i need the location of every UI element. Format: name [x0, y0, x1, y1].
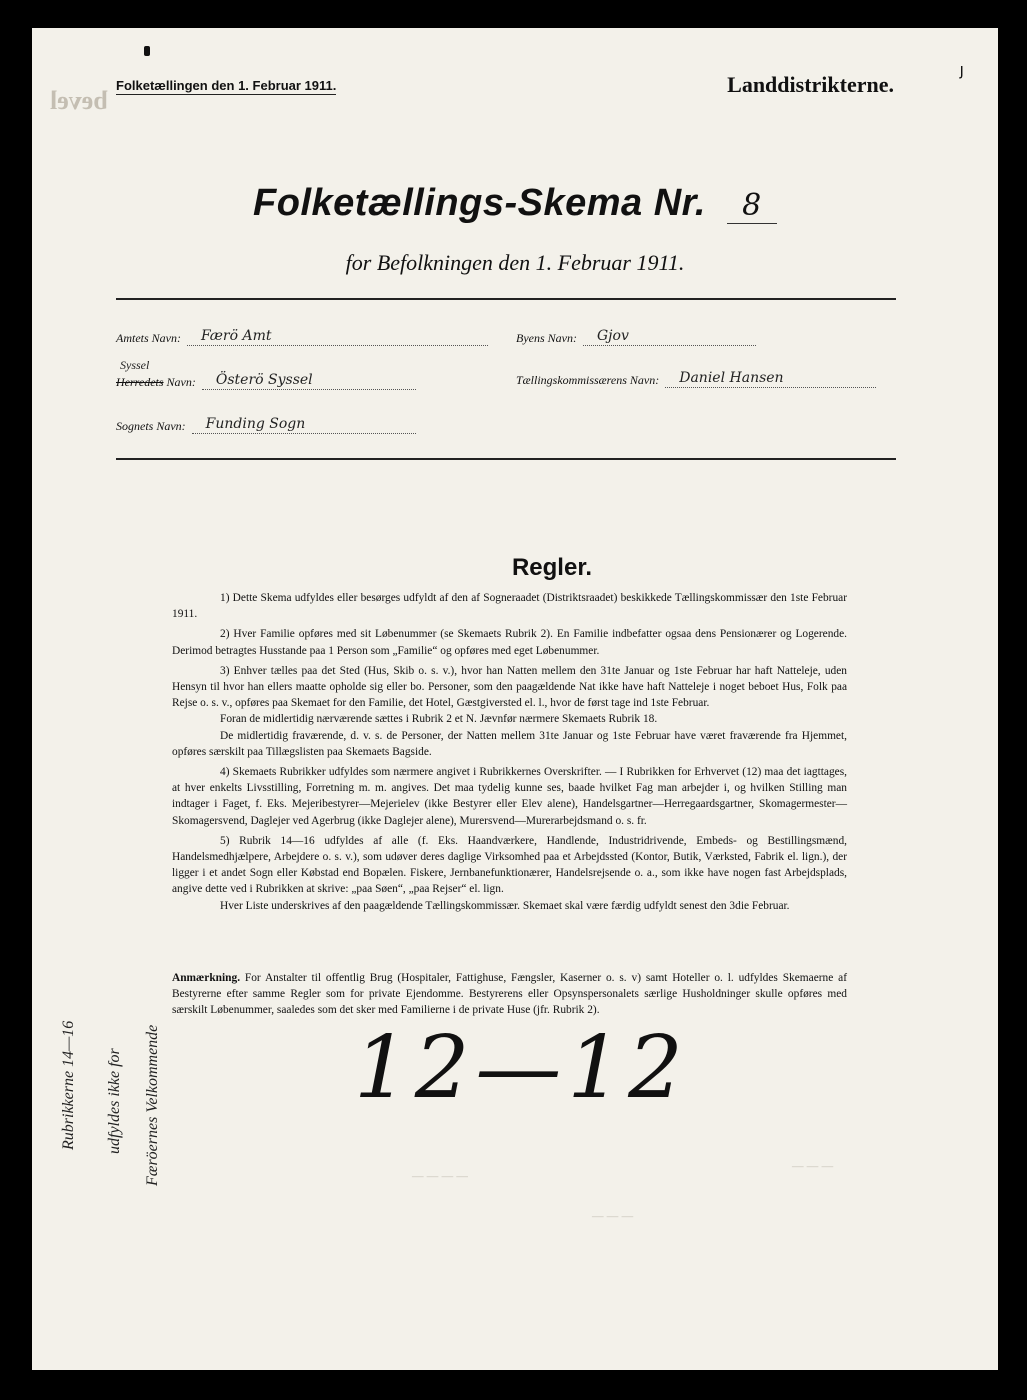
bleed-through-mark: — — — — [412, 1168, 468, 1183]
side-note-line-2: udfyldes ikke for [106, 1048, 123, 1154]
ink-dot [144, 46, 150, 56]
sogn-field [116, 416, 416, 434]
header-census-date: Folketællingen den 1. Februar 1911. [116, 78, 337, 93]
rule-3c: De midlertidig fraværende, d. v. s. de Personer, der Natten mellem 31te Januar og 1ste Februar have været fraværende fra Hjemmet, opføres særskilt paa Tillægslisten paa Skemaets Bagside. [172, 729, 847, 758]
rules-heading: Regler. [511, 554, 593, 581]
byens-value: Gjov [583, 328, 756, 346]
annotation-label: Anmærkning. [172, 971, 241, 984]
herred-correction: Syssel [120, 358, 150, 372]
header-district-type: Landdistrikterne. [727, 72, 894, 97]
kommissaer-label: Tællingskommissærens Navn: [516, 373, 660, 387]
form-subtitle: for Befolkningen den 1. Februar 1911. [345, 250, 685, 275]
form-number: 8 [727, 188, 777, 224]
bleed-through-mark: — — — [792, 1158, 834, 1173]
annotation-note [172, 970, 847, 1019]
byens-field [516, 328, 756, 346]
rule-5: 5) Rubrik 14—16 udfyldes af alle (f. Eks. Haandværkere, Handlende, Industridrivende, Embeds- og Bestillingsmænd, Handelsmedhjælpere, Arbejdere o. s. v.), som udøver deres daglige Virksomhed paa et Arbejdssted (Kontor, Butik, Værksted, Fabrik el. lign.), der ligger i et andet Sogn eller Købstad end Bopælen. Fiskere, Jernbanefunktionærer, Handelsrejsende o. a., som ikke have nogen fast Arbejdsplads, angive dette ved i Rubrikken at skrive: „paa Søen“, „paa Rejser“ el. lign. [172, 834, 847, 896]
herred-field [116, 372, 416, 390]
top-divider [116, 298, 896, 300]
rule-2: 2) Hver Familie opføres med sit Løbenummer (se Skemaets Rubrik 2). En Familie indbefatter ogsaa dens Pensionærer og Logerende. Derimod betragtes Husstande paa 1 Person som „Familie“ og opføres med eget Løbenummer. [172, 628, 847, 657]
amt-value: Færö Amt [187, 328, 488, 346]
amt-field [116, 328, 488, 346]
rule-3b: Foran de midlertidig nærværende sættes i Rubrik 2 et N. Jævnfør nærmere Skemaets Rubrik 18. [220, 713, 658, 726]
side-note-line-3: Færöernes Velkommende [144, 1024, 161, 1186]
census-form-page [32, 28, 998, 1370]
handwritten-big-note: 12—12 [354, 1018, 689, 1118]
side-note-line-1: Rubrikkerne 14—16 [60, 1020, 77, 1150]
herred-label [116, 375, 196, 390]
corner-mark: ȷ [959, 60, 964, 79]
form-title-text: Folketællings-Skema Nr. [253, 182, 706, 224]
rule-3: 3) Enhver tælles paa det Sted (Hus, Skib o. s. v.), hvor han Natten mellem den 31te Januar og 1ste Februar har haft Natteleje, uden Hensyn til hvor han ellers maatte opholde sig eller bo. Personer, som den paagældende Nat ikke have haft Natteleje i noget beboet Hus, Folk paa Rejse o. s. v., opføres paa Skemaet for den Familie, det Hotel, Gæstgiversted el. l., hvor de først tage ind 1ste Februar. [172, 664, 847, 710]
bleed-through-text: bevel [50, 86, 108, 115]
kommissaer-field [516, 370, 876, 388]
bleed-through-mark: — — — [592, 1208, 634, 1223]
bottom-divider [116, 458, 896, 460]
herred-label-struck: Herredets [116, 375, 164, 389]
herred-label-rest: Navn: [166, 375, 196, 389]
annotation-text: For Anstalter til offentlig Brug (Hospitaler, Fattighuse, Fængsler, Kaserner o. s. v) samt Hoteller o. l. udfyldes Skemaerne af Bestyrerne efter samme Regler som for private Ejendomme. Bestyrerens eller Opsynspersonalets særlige Husholdninger skulle opføres med særskilt Løbenummer, saaledes som det sker med Familierne i de private Huse (jfr. Rubrik 2). [172, 971, 847, 1017]
amt-label: Amtets Navn: [116, 331, 181, 345]
sogn-label: Sognets Navn: [116, 419, 186, 433]
byens-label: Byens Navn: [516, 331, 577, 345]
rules-text [172, 590, 847, 1022]
sogn-value: Funding Sogn [192, 416, 416, 434]
rule-5b: Hver Liste underskrives af den paagældende Tællingskommissær. Skemaet skal være færdig udfyldt senest den 3die Februar. [220, 899, 790, 912]
kommissaer-value: Daniel Hansen [665, 370, 876, 388]
rule-1: 1) Dette Skema udfyldes eller besørges udfyldt af den af Sogneraadet (Distriktsraadet) beskikkede Tællingskommissær den 1ste Februar 1911. [172, 592, 847, 621]
form-title [32, 182, 998, 225]
herred-value: Österö Syssel [202, 372, 416, 390]
rule-4: 4) Skemaets Rubrikker udfyldes som nærmere angivet i Rubrikkernes Overskrifter. — I Rubrikken for Erhvervet (12) maa det iagttages, at hver enkelts Livsstilling, Forretning m. m. angives. Det maa tydelig kunne ses, baade hvilket Fag man arbejder i, og hvilken Stilling man indtager i Faget, f. Eks. Mejeribestyrer—Mejerielev (ikke Bestyrer eller Elev alene), Handelsgartner—Herregaardsgartner, Skomagermester—Skomagersvend, Daglejer ved Agerbrug (ikke Daglejer alene), Murersvend—Murerarbejdsmand o. s. fr. [172, 766, 847, 827]
